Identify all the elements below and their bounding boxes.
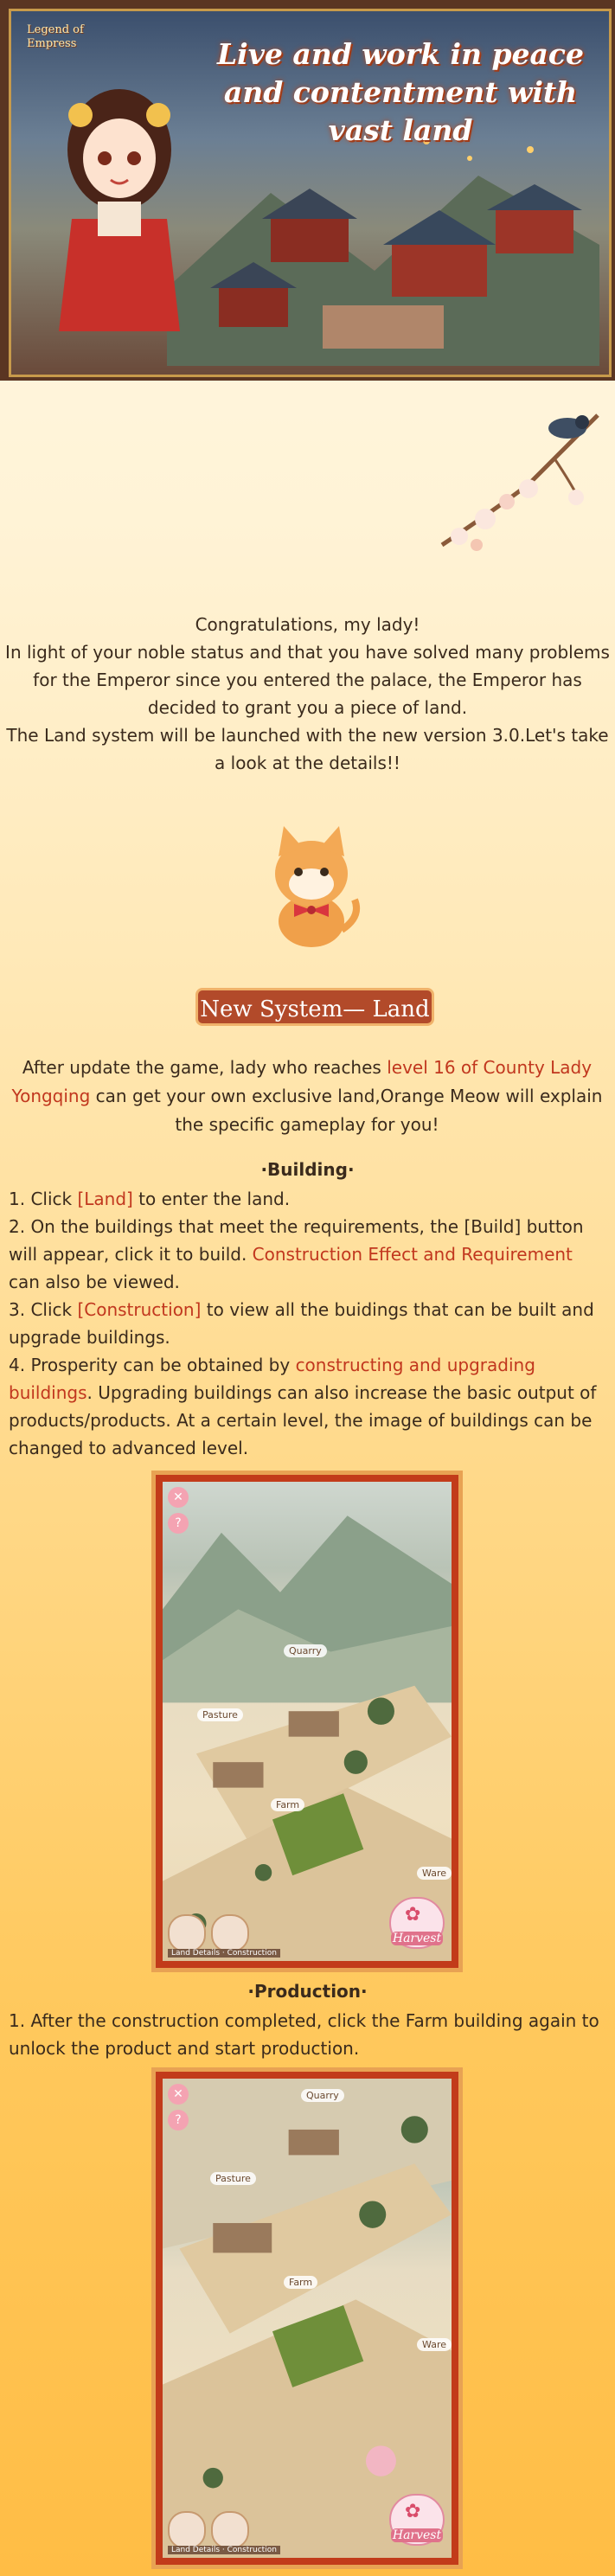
update-text-part2: can get your own exclusive land,Orange Meow will explain the specific gameplay for you!	[90, 1086, 603, 1135]
hero-illustration	[9, 9, 612, 377]
construction-button[interactable]	[211, 1914, 249, 1952]
building-step-2: 2. On the buildings that meet the requirements, the [Build] button will appear, click it to build. Construction Effect and Requirement can also be viewed.	[9, 1216, 584, 1292]
harvest-label: Harvest	[392, 2528, 442, 2542]
land-screenshot-2	[151, 2067, 463, 2569]
land-map-illustration-2	[163, 2079, 452, 2558]
production-step-1: 1. After the construction completed, click the Farm building again to unlock the product and start production.	[9, 2010, 599, 2059]
quarry-label[interactable]: Quarry	[284, 1644, 327, 1657]
help-button[interactable]: ?	[168, 1513, 189, 1534]
hero-banner	[0, 0, 615, 381]
building-step-3: 3. Click [Construction] to view all the buidings that can be built and upgrade buildings.	[9, 1299, 594, 1348]
harvest-label: Harvest	[392, 1932, 442, 1945]
land-details-button[interactable]	[168, 1914, 206, 1952]
level-requirement-highlight: level 16 of County Lady Yongqing	[11, 1057, 593, 1106]
lotus-icon: ✿	[405, 2501, 421, 2522]
update-paragraph	[9, 1054, 605, 1139]
orange-meow-mascot	[259, 822, 363, 952]
town-illustration	[167, 115, 599, 366]
building-step-1: 1. Click [Land] to enter the land.	[9, 1189, 291, 1209]
production-steps	[9, 2007, 605, 2062]
harvest-button[interactable]	[389, 1897, 445, 1949]
construction-button[interactable]	[211, 2511, 249, 2549]
bottom-badges	[168, 2511, 277, 2554]
princess-character	[46, 72, 193, 331]
intro-paragraph-2: The Land system will be launched with the new version 3.0.Let's take a look at the details!!	[6, 725, 609, 773]
badge-caption: Land Details · Construction	[168, 1949, 280, 1958]
badge-caption: Land Details · Construction	[168, 2546, 280, 2554]
harvest-button[interactable]	[389, 2494, 445, 2546]
back-button[interactable]: ✕	[168, 2084, 189, 2105]
intro-greeting: Congratulations, my lady!	[195, 614, 420, 635]
bottom-badges	[168, 1914, 277, 1958]
land-details-button[interactable]	[168, 2511, 206, 2549]
quarry-label[interactable]: Quarry	[301, 2089, 344, 2102]
land-map-illustration	[163, 1482, 452, 1961]
building-steps	[9, 1185, 605, 1462]
section-banner-new-system: New System— Land	[195, 988, 434, 1026]
land-map-view-2	[163, 2079, 452, 2558]
intro-paragraph: In light of your noble status and that you have solved many problems for the Emperor since you entered the palace, the Emperor has decided to grant you a piece of land.	[5, 642, 610, 718]
hero-title: Live and work in peace and contentment with vast land	[216, 37, 585, 147]
land-screenshot-1	[151, 1471, 463, 1972]
production-heading: ·Production·	[247, 1981, 368, 2002]
game-logo: Legend of Empress	[27, 23, 84, 50]
plum-blossom-bird-decoration	[425, 407, 606, 562]
warehouse-label[interactable]: Ware	[417, 2338, 452, 2351]
farm-label[interactable]: Farm	[271, 1798, 304, 1811]
pasture-label[interactable]: Pasture	[197, 1708, 243, 1721]
help-button[interactable]: ?	[168, 2110, 189, 2131]
land-map-view	[163, 1482, 452, 1961]
building-heading: ·Building·	[260, 1159, 355, 1180]
lotus-icon: ✿	[405, 1904, 421, 1926]
warehouse-label[interactable]: Ware	[417, 1867, 452, 1880]
back-button[interactable]: ✕	[168, 1487, 189, 1508]
intro-text	[0, 611, 615, 777]
pasture-label[interactable]: Pasture	[210, 2172, 256, 2185]
farm-label[interactable]: Farm	[284, 2276, 317, 2289]
building-step-4: 4. Prosperity can be obtained by constructing and upgrading buildings. Upgrading buildings can also increase the basic output of products/products. At a certain level, the image of buildings can be changed to advanced level.	[9, 1355, 597, 1458]
update-text-part1: After update the game, lady who reaches	[22, 1057, 388, 1078]
